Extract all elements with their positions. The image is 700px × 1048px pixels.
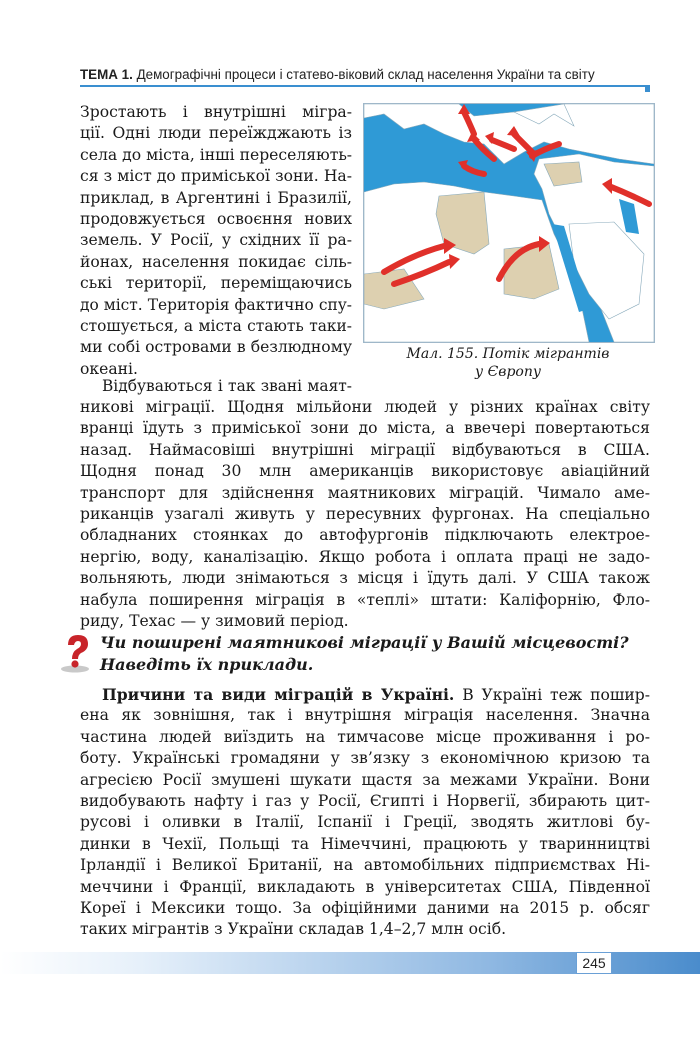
- text-line: ся з міст до приміської зони. На-: [80, 167, 352, 186]
- text-line: [80, 684, 650, 705]
- text-line: меччини і Франції, викладають в університетах США, Південної: [80, 877, 650, 896]
- text-line: Кореї і Мексики тощо. За офіційними даними на 2015 р. обсяг: [80, 898, 650, 917]
- text-line: частина людей виїздить на тимчасове місце проживання і ро-: [80, 727, 650, 746]
- text-line: риду, Техас — у зимовий період.: [80, 611, 349, 630]
- text-line: риканців узагалі живуть у пересувних фургонах. На спеціально: [80, 504, 650, 523]
- text-line: вольняють, люди знімаються з місця і їдуть далі. У США також: [80, 569, 650, 588]
- text-line: ми собі островами в безлюдному: [80, 338, 352, 357]
- text-line: транспорт для здійснення маятникових міграцій. Чимало аме-: [80, 483, 650, 502]
- text-line: нергію, воду, каналізацію. Якщо робота і оплата праці не задо-: [80, 547, 650, 566]
- text-line: таких мігрантів з України складав 1,4–2,7 млн осіб.: [80, 920, 507, 939]
- text-line: йонах, населення покидає сіль-: [80, 252, 352, 271]
- topic-label: ТЕМА 1.: [80, 67, 133, 82]
- text-line: Відбуваються і так звані маят-: [102, 377, 352, 395]
- question-mark-icon: [60, 633, 96, 673]
- text-line: вранці їдуть з приміської зони до міста, а ввечері повертаються: [80, 419, 650, 438]
- text-line: ена як зовнішня, так і внутрішня міграція населення. Значна: [80, 706, 650, 725]
- text-line: ські території, переміщаючись: [80, 274, 352, 293]
- header-rule: [80, 85, 650, 87]
- migration-map: [363, 103, 655, 343]
- caption-line: Мал. 155. Потік мігрантів: [406, 346, 610, 362]
- question-line: Чи поширені маятникові міграції у Вашій місцевості?: [100, 633, 629, 652]
- page-number: 245: [576, 952, 612, 974]
- section-first-line: В Україні теж пошир-: [454, 686, 651, 704]
- text-line: боту. Українські громадяни у зв’язку з економічною кризою та: [80, 749, 650, 768]
- text-line: Зростають і внутрішні мігра-: [80, 103, 352, 121]
- text-line: никові міграції. Щодня мільйони людей у різних країнах світу: [80, 398, 650, 416]
- text-line: стошується, а міста стають таки-: [80, 316, 352, 335]
- paragraph-ukraine-migration: [80, 684, 650, 941]
- text-line: набула поширення міграція в «теплі» штати: Каліфорнію, Фло-: [80, 590, 650, 609]
- text-line: земель. У Росії, у східних її ра-: [80, 231, 352, 250]
- running-header: [80, 67, 640, 82]
- text-line: назад. Наймасовіші внутрішні міграції відбуваються в США.: [80, 440, 650, 459]
- text-line: агресією Росії змушені шукати щастя за межами України. Вони: [80, 770, 650, 789]
- caption-line: у Європу: [475, 364, 541, 380]
- text-line: океані.: [80, 359, 138, 378]
- topic-title: Демографічні процеси і статево-віковий склад населення України та світу: [136, 67, 595, 82]
- text-line: ції. Одні люди переїжджають із: [80, 124, 352, 143]
- paragraph-pendulum-migration: [80, 397, 650, 632]
- text-line: села до міста, інші переселяють-: [80, 145, 353, 164]
- text-line: до міст. Територія фактично спу-: [80, 295, 352, 314]
- text-line: видобувають нафту і газ у Росії, Єгипті і Норвегії, збирають цит-: [80, 791, 650, 810]
- header-rule-tick: [645, 86, 650, 92]
- question-line: Наведіть їх приклади.: [100, 655, 314, 674]
- text-line: русові і оливки в Італії, Іспанії і Греції, зводять житлові бу-: [80, 813, 650, 832]
- text-line: обладнаних стоянках до автофургонів підключають електрое-: [80, 526, 650, 545]
- text-line: Щодня понад 30 млн американців використовує авіаційний: [80, 462, 650, 481]
- paragraph-internal-migration: [80, 102, 352, 380]
- migration-map-svg: [364, 104, 654, 342]
- text-line: приклад, в Аргентині і Бразилії,: [80, 188, 352, 207]
- text-line: Ірландії і Великої Британії, на автомобільних підприємствах Ні-: [80, 856, 650, 875]
- paragraph-pendulum-first-line: [102, 376, 352, 397]
- text-line: динки в Чехії, Польщі та Німеччині, працюють у тваринництві: [80, 834, 650, 853]
- text-line: продовжується освоєння нових: [80, 209, 352, 228]
- section-heading: Причини та види міграцій в Україні.: [102, 685, 455, 704]
- figure-caption: [368, 345, 648, 381]
- discussion-question: [100, 632, 629, 676]
